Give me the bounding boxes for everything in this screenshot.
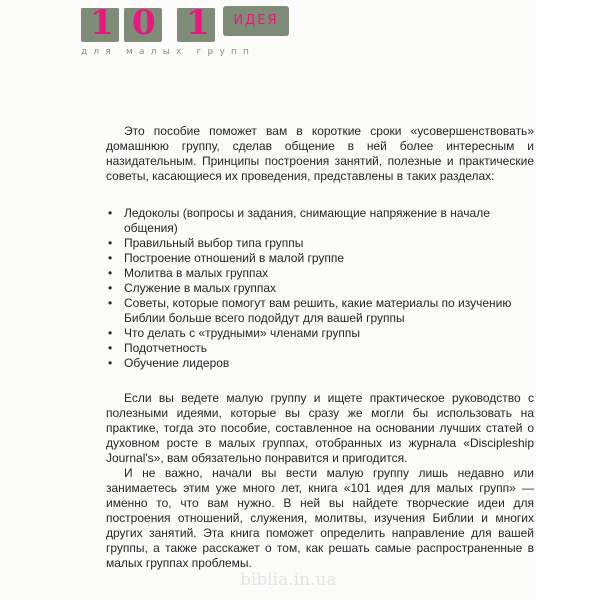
logo-word: ИДЕЯ [223,6,289,36]
intro-paragraph: Это пособие поможет вам в короткие сроки «усовершенствовать» домашнюю группу, сделав общение в ней более интересным и назидательным. Принципы построения занятий, полезные и практические советы, касающиеся их проведения, представлены в таких разделах: [106,124,534,183]
list-item: • Молитва в малых группах [106,266,534,281]
list-item: • Правильный выбор типа группы [106,236,534,251]
logo [81,4,281,58]
list-item: • Советы, которые помогут вам решить, какие материалы по изучению Библии больше всего подойдут для вашей группы [106,296,534,326]
watermark: biblia.in.ua [240,570,337,590]
paragraph: И не важно, начали вы вести малую группу лишь недавно или занимаетесь этим уже много лет, книга «101 идея для малых групп» — именно то, что вам нужно. В ней вы найдете творческие идеи для построения отношений, служения, молитвы, изучения Библии и многих других занятий. Эта книга поможет определить направление для вашей группы, а также расскажет о том, как решать самые распространенные в малых группах проблемы. [106,466,534,570]
logo-subtitle: для малых групп [81,47,256,57]
list-item: • Ледоколы (вопросы и задания, снимающие напряжение в начале общения) [106,206,534,236]
logo-digit: 1 [90,3,114,43]
list-item: • Обучение лидеров [106,356,534,371]
sections-list [106,206,534,371]
list-item: • Построение отношений в малой группе [106,251,534,266]
list-item: • Служение в малых группах [106,281,534,296]
paragraph: Если вы ведете малую группу и ищете практическое руководство с полезными идеями, которые вы сразу же могли бы использовать на практике, тогда это пособие, составленное на основании лучших статей о духовном росте в малых группах, отобранных из журнала «Discipleship Journal's», вам обязательно понравится и пригодится. [106,391,534,465]
logo-digit: 0 [132,3,156,43]
logo-digit: 1 [186,3,210,43]
list-item: • Что делать с «трудными» членами группы [106,326,534,341]
body-text [106,124,534,571]
list-item: • Подотчетность [106,341,534,356]
